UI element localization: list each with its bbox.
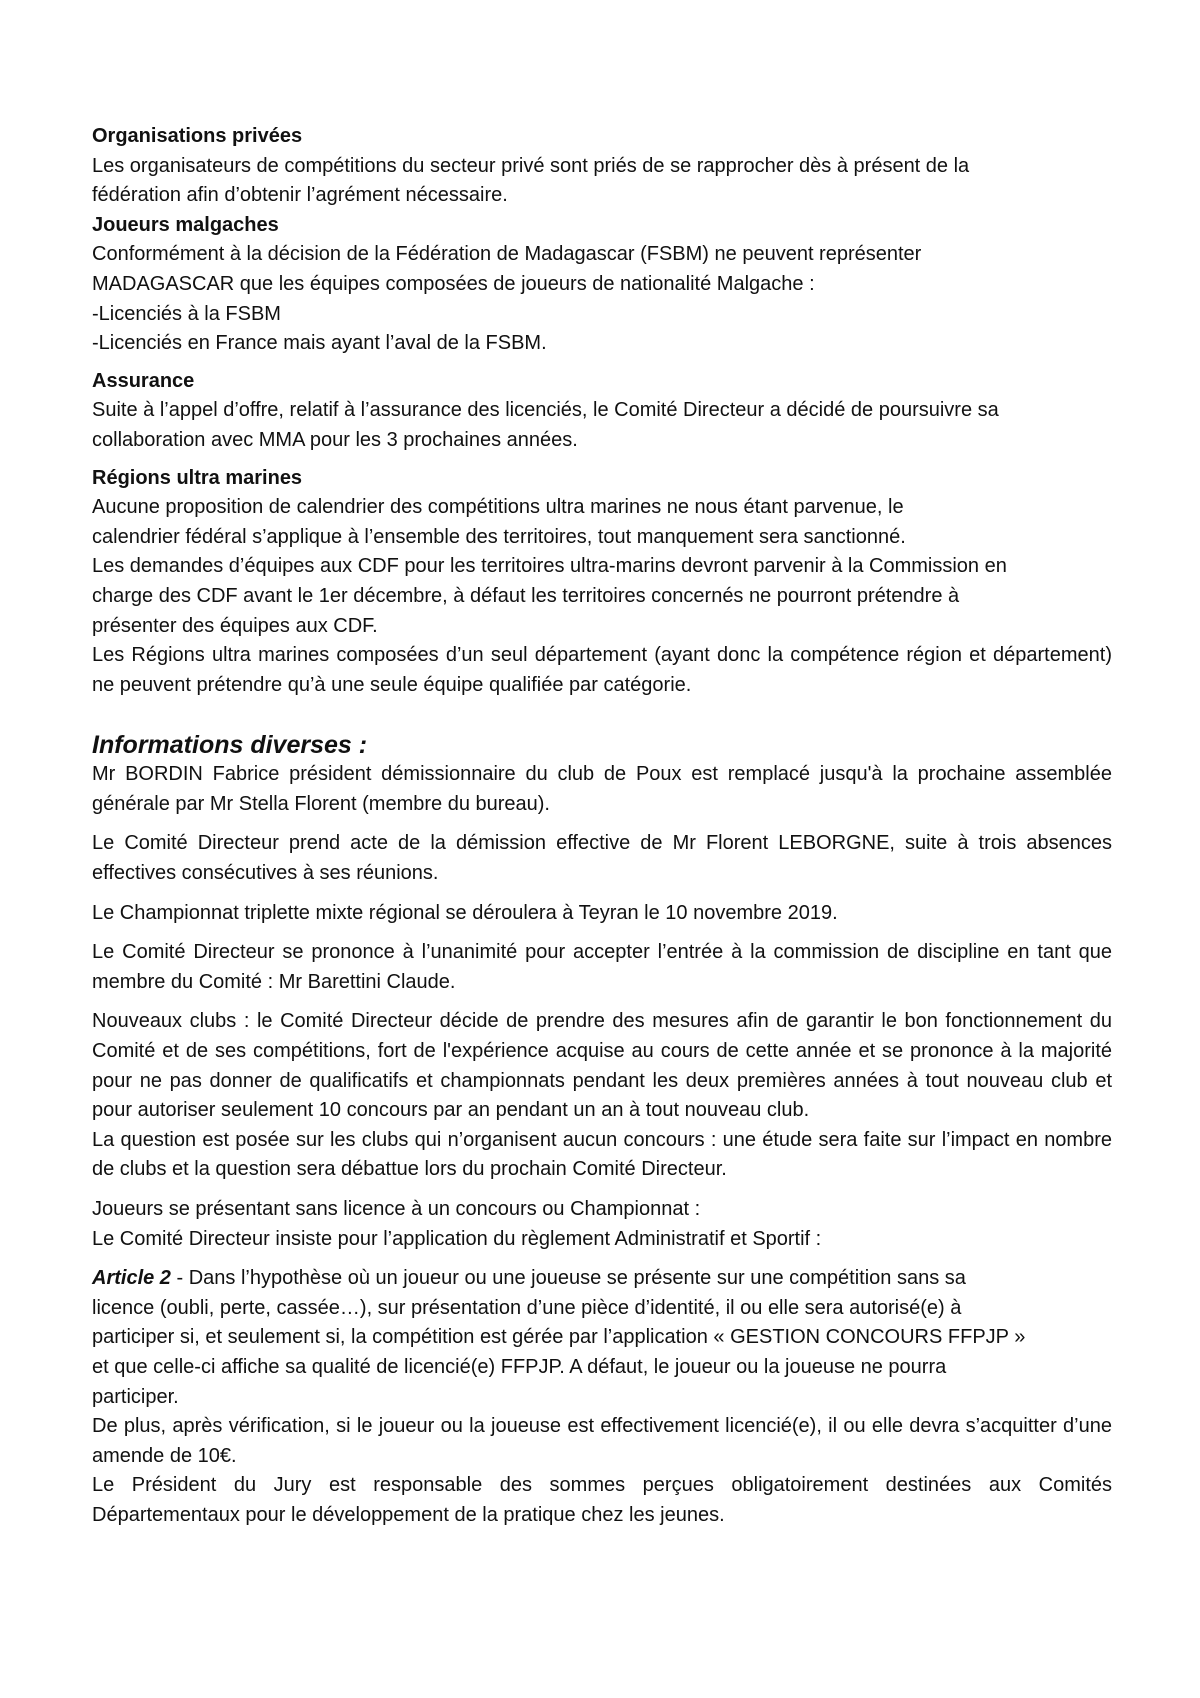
heading-informations-diverses: Informations diverses : bbox=[92, 731, 368, 760]
paragraph-nouveaux-clubs: Nouveaux clubs : le Comité Directeur décide de prendre des mesures afin de garantir le bon fonctionnement du Comité et de ses compétitions, fort de l'expérience acquise au cours de cette année et se prononce à la majorité pour ne pas donner de qualificatifs et championnats pendant les deux premières années à tout nouveau club et pour autoriser seulement 10 concours par an pendant un an à tout nouveau club. bbox=[92, 1010, 1112, 1122]
document-page bbox=[92, 122, 1112, 1531]
text-line: Suite à l’appel d’offre, relatif à l’assurance des licenciés, le Comité Directeur a décidé de poursuivre sa bbox=[92, 399, 999, 422]
section-regions-ultra-marines bbox=[92, 464, 1112, 701]
section-assurance bbox=[92, 367, 1112, 456]
section-joueurs-malgaches bbox=[92, 211, 1112, 359]
paragraph-championnat: Le Championnat triplette mixte régional se déroulera à Teyran le 10 novembre 2019. bbox=[92, 901, 838, 924]
article-first-line bbox=[92, 1264, 1112, 1294]
text-line: licence (oubli, perte, cassée…), sur présentation d’une pièce d’identité, il ou elle sera autorisé(e) à bbox=[92, 1296, 962, 1319]
paragraph-amende: De plus, après vérification, si le joueur ou la joueuse est effectivement licencié(e), il ou elle devra s’acquitter d’une amende de 10€. bbox=[92, 1415, 1112, 1467]
list-item: -Licenciés à la FSBM bbox=[92, 302, 281, 325]
section-organisations-privees bbox=[92, 122, 1112, 211]
text-line: présenter des équipes aux CDF. bbox=[92, 614, 378, 637]
list-item: -Licenciés en France mais ayant l’aval de la FSBM. bbox=[92, 332, 547, 355]
section-informations-diverses bbox=[92, 730, 1112, 1254]
paragraph-bordin: Mr BORDIN Fabrice président démissionnaire du club de Poux est remplacé jusqu'à la prochaine assemblée générale par Mr Stella Florent (membre du bureau). bbox=[92, 763, 1112, 815]
text-line: calendrier fédéral s’applique à l’ensemble des territoires, tout manquement sera sanctionné. bbox=[92, 525, 906, 548]
text-line: et que celle-ci affiche sa qualité de licencié(e) FFPJP. A défaut, le joueur ou la joueuse ne pourra bbox=[92, 1355, 947, 1378]
text-line: Le Comité Directeur insiste pour l’application du règlement Administratif et Sportif : bbox=[92, 1227, 822, 1250]
text-line: Joueurs se présentant sans licence à un concours ou Championnat : bbox=[92, 1198, 701, 1220]
paragraph-president-jury: Le Président du Jury est responsable des sommes perçues obligatoirement destinées aux Comités Départementaux pour le développement de la pratique chez les jeunes. bbox=[92, 1474, 1112, 1526]
paragraph-commission: Le Comité Directeur se prononce à l’unanimité pour accepter l’entrée à la commission de discipline en tant que membre du Comité : Mr Barettini Claude. bbox=[92, 941, 1112, 993]
text-line: MADAGASCAR que les équipes composées de joueurs de nationalité Malgache : bbox=[92, 272, 815, 295]
text-line: Conformément à la décision de la Fédération de Madagascar (FSBM) ne peuvent représenter bbox=[92, 243, 922, 266]
text-line: charge des CDF avant le 1er décembre, à défaut les territoires concernés ne pourront prétendre à bbox=[92, 584, 960, 607]
heading-joueurs-malgaches: Joueurs malgaches bbox=[92, 213, 279, 236]
article-label: Article 2 bbox=[92, 1267, 171, 1290]
paragraph-regions: Les Régions ultra marines composées d’un seul département (ayant donc la compétence région et département) ne peuvent prétendre qu’à une seule équipe qualifiée par catégorie. bbox=[92, 644, 1112, 696]
heading-assurance: Assurance bbox=[92, 369, 195, 392]
text-line: collaboration avec MMA pour les 3 prochaines années. bbox=[92, 428, 578, 451]
article-text: - Dans l’hypothèse où un joueur ou une joueuse se présente sur une compétition sans sa bbox=[170, 1267, 966, 1290]
text-line: Les organisateurs de compétitions du secteur privé sont priés de se rapprocher dès à présent de la bbox=[92, 154, 970, 177]
heading-regions-ultra-marines: Régions ultra marines bbox=[92, 466, 303, 489]
section-article-2 bbox=[92, 1264, 1112, 1530]
text-line: participer si, et seulement si, la compétition est gérée par l’application « GESTION CONCOURS FFPJP » bbox=[92, 1326, 1026, 1349]
text-line: participer. bbox=[92, 1385, 179, 1408]
paragraph-question-clubs: La question est posée sur les clubs qui n’organisent aucun concours : une étude sera faite sur l’impact en nombre de clubs et la question sera débattue lors du prochain Comité Directeur. bbox=[92, 1128, 1112, 1181]
text-line: Les demandes d’équipes aux CDF pour les territoires ultra-marins devront parvenir à la Commission en bbox=[92, 555, 1007, 578]
text-line: fédération afin d’obtenir l’agrément nécessaire. bbox=[92, 184, 508, 207]
text-line: Aucune proposition de calendrier des compétitions ultra marines ne nous étant parvenue, le bbox=[92, 496, 904, 519]
paragraph-leborgne: Le Comité Directeur prend acte de la démission effective de Mr Florent LEBORGNE, suite à trois absences effectives consécutives à ses réunions. bbox=[92, 832, 1112, 885]
heading-organisations-privees: Organisations privées bbox=[92, 125, 303, 147]
